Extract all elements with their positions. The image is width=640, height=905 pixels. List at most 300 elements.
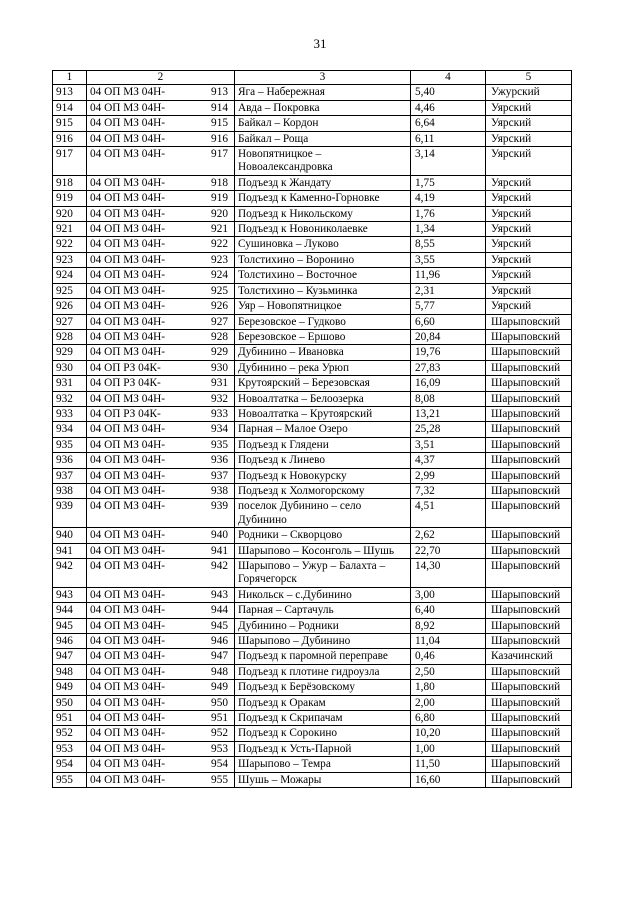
road-id-prefix: 04 ОП МЗ 04Н-: [90, 773, 166, 786]
district-cell: Уярский: [486, 222, 572, 237]
road-id-number: 934: [211, 423, 228, 436]
road-length-cell: 3,14: [411, 147, 486, 176]
row-number-cell: 950: [53, 695, 87, 710]
road-name-cell: Подъезд к Оракам: [235, 695, 411, 710]
table-row: [53, 237, 572, 252]
district-cell: Шарыповский: [486, 711, 572, 726]
road-id-prefix: 04 ОП МЗ 04Н-: [90, 604, 166, 617]
district-cell: Шарыповский: [486, 741, 572, 756]
row-number-cell: 927: [53, 314, 87, 329]
table-row: [53, 268, 572, 283]
road-name-cell: Подъезд к Жандату: [235, 175, 411, 190]
road-id-prefix: 04 ОП МЗ 04Н-: [90, 284, 166, 297]
table-row: [53, 345, 572, 360]
table-row: [53, 528, 572, 543]
road-id-cell: [87, 299, 235, 314]
road-id-prefix: 04 ОП МЗ 04Н-: [90, 469, 166, 482]
road-length-cell: 4,51: [411, 499, 486, 528]
road-id-cell: [87, 603, 235, 618]
table-row: [53, 603, 572, 618]
table-row: [53, 131, 572, 146]
row-number-cell: 944: [53, 603, 87, 618]
district-cell: Шарыповский: [486, 695, 572, 710]
road-id-number: 928: [211, 330, 228, 343]
row-number-cell: 913: [53, 85, 87, 100]
road-id-cell: [87, 329, 235, 344]
district-cell: Уярский: [486, 252, 572, 267]
road-id-prefix: 04 ОП МЗ 04Н-: [90, 315, 166, 328]
row-number-cell: 943: [53, 587, 87, 602]
table-row: [53, 147, 572, 176]
table-row: [53, 116, 572, 131]
road-name-cell: Яга – Набережная: [235, 85, 411, 100]
road-name-cell: Дубинино – Родники: [235, 618, 411, 633]
road-id-cell: [87, 587, 235, 602]
road-id-number: 944: [211, 604, 228, 617]
district-cell: Шарыповский: [486, 664, 572, 679]
district-cell: Шарыповский: [486, 618, 572, 633]
road-name-cell: Подъезд к Берёзовскому: [235, 680, 411, 695]
road-id-prefix: 04 ОП МЗ 04Н-: [90, 253, 166, 266]
road-name-cell: Толстихино – Кузьминка: [235, 283, 411, 298]
road-id-cell: [87, 528, 235, 543]
road-id-prefix: 04 ОП РЗ 04К-: [90, 377, 161, 390]
road-id-cell: [87, 222, 235, 237]
road-id-number: 922: [211, 238, 228, 251]
road-id-number: 936: [211, 454, 228, 467]
road-id-cell: [87, 757, 235, 772]
road-name-cell: Шарыпово – Косонголь – Шушь: [235, 543, 411, 558]
row-number-cell: 920: [53, 206, 87, 221]
road-id-number: 918: [211, 176, 228, 189]
road-id-number: 949: [211, 681, 228, 694]
table-header-row: [53, 71, 572, 85]
road-id-cell: [87, 376, 235, 391]
road-id-prefix: 04 ОП МЗ 04Н-: [90, 727, 166, 740]
road-name-cell: Подъезд к Сорокино: [235, 726, 411, 741]
district-cell: Шарыповский: [486, 314, 572, 329]
table-row: [53, 252, 572, 267]
row-number-cell: 916: [53, 131, 87, 146]
road-id-number: 954: [211, 758, 228, 771]
road-id-prefix: 04 ОП МЗ 04Н-: [90, 392, 166, 405]
road-id-cell: [87, 406, 235, 421]
road-id-cell: [87, 252, 235, 267]
road-id-cell: [87, 711, 235, 726]
row-number-cell: 945: [53, 618, 87, 633]
road-id-prefix: 04 ОП МЗ 04Н-: [90, 484, 166, 497]
road-id-prefix: 04 ОП МЗ 04Н-: [90, 712, 166, 725]
table-row: [53, 85, 572, 100]
road-name-cell: Подъезд к Глядени: [235, 437, 411, 452]
row-number-cell: 938: [53, 483, 87, 498]
road-length-cell: 2,00: [411, 695, 486, 710]
row-number-cell: 947: [53, 649, 87, 664]
district-cell: Уярский: [486, 283, 572, 298]
road-length-cell: 3,00: [411, 587, 486, 602]
row-number-cell: 948: [53, 664, 87, 679]
row-number-cell: 931: [53, 376, 87, 391]
road-id-number: 920: [211, 207, 228, 220]
table-row: [53, 543, 572, 558]
road-name-cell: Новопятницкое – Новоалександровка: [235, 147, 411, 176]
road-id-prefix: 04 ОП МЗ 04Н-: [90, 300, 166, 313]
row-number-cell: 921: [53, 222, 87, 237]
road-length-cell: 6,64: [411, 116, 486, 131]
road-length-cell: 25,28: [411, 422, 486, 437]
road-id-cell: [87, 649, 235, 664]
road-id-number: 914: [211, 101, 228, 114]
row-number-cell: 917: [53, 147, 87, 176]
road-name-cell: Уяр – Новопятницкое: [235, 299, 411, 314]
road-length-cell: 11,04: [411, 634, 486, 649]
district-cell: Ужурский: [486, 85, 572, 100]
road-id-number: 942: [211, 560, 228, 572]
road-id-prefix: 04 ОП МЗ 04Н-: [90, 529, 166, 542]
road-id-number: 923: [211, 253, 228, 266]
road-id-prefix: 04 ОП МЗ 04Н-: [90, 238, 166, 251]
road-length-cell: 13,21: [411, 406, 486, 421]
road-id-cell: [87, 237, 235, 252]
road-id-cell: [87, 680, 235, 695]
table-row: [53, 772, 572, 787]
road-id-number: 916: [211, 132, 228, 145]
road-name-cell: Подъезд к Линево: [235, 453, 411, 468]
table-row: [53, 422, 572, 437]
road-id-prefix: 04 ОП МЗ 04Н-: [90, 742, 166, 755]
district-cell: Шарыповский: [486, 453, 572, 468]
road-id-prefix: 04 ОП МЗ 04Н-: [90, 454, 166, 467]
road-id-cell: [87, 741, 235, 756]
road-length-cell: 2,31: [411, 283, 486, 298]
road-name-cell: Березовское – Ершово: [235, 329, 411, 344]
road-length-cell: 4,37: [411, 453, 486, 468]
road-id-prefix: 04 ОП МЗ 04Н-: [90, 681, 166, 694]
table-row: [53, 406, 572, 421]
district-cell: Шарыповский: [486, 437, 572, 452]
road-id-number: 925: [211, 284, 228, 297]
road-length-cell: 3,55: [411, 252, 486, 267]
district-cell: Шарыповский: [486, 726, 572, 741]
row-number-cell: 919: [53, 191, 87, 206]
road-name-cell: Байкал – Кордон: [235, 116, 411, 131]
road-name-cell: Никольск – с.Дубинино: [235, 587, 411, 602]
road-id-prefix: 04 ОП МЗ 04Н-: [90, 176, 166, 189]
table-row: [53, 757, 572, 772]
district-cell: Уярский: [486, 147, 572, 176]
header-cell-4: 4: [411, 71, 486, 85]
road-length-cell: 6,60: [411, 314, 486, 329]
road-length-cell: 0,46: [411, 649, 486, 664]
header-cell-2: 2: [87, 71, 235, 85]
district-cell: Шарыповский: [486, 528, 572, 543]
district-cell: Шарыповский: [486, 360, 572, 375]
row-number-cell: 955: [53, 772, 87, 787]
road-id-cell: [87, 131, 235, 146]
district-cell: Казачинский: [486, 649, 572, 664]
road-name-cell: Шарыпово – Ужур – Балахта – Горячегорск: [235, 559, 411, 588]
road-name-cell: Новоалтатка – Белоозерка: [235, 391, 411, 406]
road-id-number: 938: [211, 484, 228, 497]
road-id-cell: [87, 499, 235, 528]
road-id-prefix: 04 ОП МЗ 04Н-: [90, 192, 166, 205]
table-row: [53, 299, 572, 314]
road-id-prefix: 04 ОП МЗ 04Н-: [90, 117, 166, 130]
road-name-cell: Подъезд к Никольскому: [235, 206, 411, 221]
road-name-cell: Дубинино – Ивановка: [235, 345, 411, 360]
road-length-cell: 22,70: [411, 543, 486, 558]
table-row: [53, 191, 572, 206]
road-id-number: 952: [211, 727, 228, 740]
district-cell: Шарыповский: [486, 483, 572, 498]
road-id-number: 943: [211, 588, 228, 601]
road-name-cell: Толстихино – Воронино: [235, 252, 411, 267]
road-length-cell: 2,62: [411, 528, 486, 543]
road-id-number: 939: [211, 500, 228, 513]
road-id-cell: [87, 147, 235, 176]
road-name-cell: Парная – Сартачуль: [235, 603, 411, 618]
road-length-cell: 11,96: [411, 268, 486, 283]
district-cell: Шарыповский: [486, 772, 572, 787]
road-id-number: 953: [211, 742, 228, 755]
road-id-cell: [87, 314, 235, 329]
road-id-cell: [87, 437, 235, 452]
table-row: [53, 360, 572, 375]
road-id-cell: [87, 85, 235, 100]
district-cell: Шарыповский: [486, 406, 572, 421]
road-length-cell: 4,19: [411, 191, 486, 206]
row-number-cell: 926: [53, 299, 87, 314]
page-number: 31: [313, 36, 327, 51]
road-length-cell: 1,80: [411, 680, 486, 695]
row-number-cell: 934: [53, 422, 87, 437]
road-id-cell: [87, 206, 235, 221]
road-id-prefix: 04 ОП МЗ 04Н-: [90, 665, 166, 678]
road-name-cell: Парная – Малое Озеро: [235, 422, 411, 437]
road-length-cell: 20,84: [411, 329, 486, 344]
row-number-cell: 937: [53, 468, 87, 483]
road-length-cell: 8,92: [411, 618, 486, 633]
road-id-number: 924: [211, 269, 228, 282]
road-length-cell: 2,99: [411, 468, 486, 483]
table-row: [53, 741, 572, 756]
road-id-cell: [87, 559, 235, 588]
road-id-prefix: 04 ОП МЗ 04Н-: [90, 619, 166, 632]
table-row: [53, 559, 572, 588]
road-id-cell: [87, 345, 235, 360]
road-id-prefix: 04 ОП РЗ 04К-: [90, 361, 161, 374]
road-id-prefix: 04 ОП МЗ 04Н-: [90, 207, 166, 220]
road-id-cell: [87, 634, 235, 649]
row-number-cell: 914: [53, 100, 87, 115]
row-number-cell: 952: [53, 726, 87, 741]
road-name-cell: Крутоярский – Березовская: [235, 376, 411, 391]
road-id-prefix: 04 ОП МЗ 04Н-: [90, 560, 166, 572]
road-id-number: 933: [211, 407, 228, 420]
district-cell: Шарыповский: [486, 422, 572, 437]
road-id-cell: [87, 453, 235, 468]
road-id-cell: [87, 283, 235, 298]
road-id-prefix: 04 ОП МЗ 04Н-: [90, 423, 166, 436]
road-id-number: 945: [211, 619, 228, 632]
road-id-number: 948: [211, 665, 228, 678]
road-name-cell: Байкал – Роща: [235, 131, 411, 146]
road-id-cell: [87, 772, 235, 787]
road-name-cell: Толстихино – Восточное: [235, 268, 411, 283]
district-cell: Шарыповский: [486, 757, 572, 772]
district-cell: Уярский: [486, 206, 572, 221]
road-id-prefix: 04 ОП МЗ 04Н-: [90, 635, 166, 648]
road-id-cell: [87, 391, 235, 406]
table-row: [53, 453, 572, 468]
road-name-cell: Сушиновка – Луково: [235, 237, 411, 252]
row-number-cell: 939: [53, 499, 87, 528]
table-row: [53, 483, 572, 498]
road-length-cell: 2,50: [411, 664, 486, 679]
road-id-cell: [87, 100, 235, 115]
road-id-number: 917: [211, 148, 228, 161]
road-id-cell: [87, 468, 235, 483]
district-cell: Шарыповский: [486, 559, 572, 588]
table-row: [53, 649, 572, 664]
road-id-number: 940: [211, 529, 228, 542]
road-id-prefix: 04 ОП МЗ 04Н-: [90, 346, 166, 359]
table-row: [53, 587, 572, 602]
district-cell: Шарыповский: [486, 329, 572, 344]
road-length-cell: 16,60: [411, 772, 486, 787]
road-id-number: 931: [211, 377, 228, 390]
table-row: [53, 222, 572, 237]
table-row: [53, 711, 572, 726]
table-row: [53, 283, 572, 298]
road-id-number: 927: [211, 315, 228, 328]
row-number-cell: 924: [53, 268, 87, 283]
row-number-cell: 932: [53, 391, 87, 406]
road-id-prefix: 04 ОП МЗ 04Н-: [90, 148, 166, 161]
road-id-prefix: 04 ОП МЗ 04Н-: [90, 101, 166, 114]
road-name-cell: Подъезд к паромной переправе: [235, 649, 411, 664]
road-id-cell: [87, 360, 235, 375]
road-id-cell: [87, 483, 235, 498]
table-row: [53, 499, 572, 528]
road-id-number: 941: [211, 544, 228, 557]
road-id-number: 932: [211, 392, 228, 405]
road-name-cell: Шарыпово – Темра: [235, 757, 411, 772]
row-number-cell: 918: [53, 175, 87, 190]
row-number-cell: 953: [53, 741, 87, 756]
road-length-cell: 8,55: [411, 237, 486, 252]
road-length-cell: 10,20: [411, 726, 486, 741]
road-length-cell: 4,46: [411, 100, 486, 115]
roads-table-body: [53, 71, 572, 788]
road-name-cell: поселок Дубинино – село Дубинино: [235, 499, 411, 528]
road-length-cell: 1,76: [411, 206, 486, 221]
road-length-cell: 11,50: [411, 757, 486, 772]
row-number-cell: 951: [53, 711, 87, 726]
table-row: [53, 314, 572, 329]
road-id-prefix: 04 ОП МЗ 04Н-: [90, 500, 166, 513]
district-cell: Уярский: [486, 191, 572, 206]
road-id-cell: [87, 664, 235, 679]
road-name-cell: Дубинино – река Урюп: [235, 360, 411, 375]
table-row: [53, 468, 572, 483]
road-id-cell: [87, 543, 235, 558]
road-name-cell: Березовское – Гудково: [235, 314, 411, 329]
road-length-cell: 1,75: [411, 175, 486, 190]
district-cell: Уярский: [486, 116, 572, 131]
road-id-number: 915: [211, 117, 228, 130]
road-length-cell: 16,09: [411, 376, 486, 391]
table-row: [53, 664, 572, 679]
road-id-number: 950: [211, 696, 228, 709]
road-name-cell: Подъезд к Усть-Парной: [235, 741, 411, 756]
road-id-cell: [87, 175, 235, 190]
district-cell: Уярский: [486, 100, 572, 115]
road-id-cell: [87, 116, 235, 131]
road-length-cell: 6,80: [411, 711, 486, 726]
district-cell: Шарыповский: [486, 587, 572, 602]
road-id-number: 921: [211, 223, 228, 236]
table-row: [53, 206, 572, 221]
road-length-cell: 7,32: [411, 483, 486, 498]
road-name-cell: Подъезд к плотине гидроузла: [235, 664, 411, 679]
road-length-cell: 27,83: [411, 360, 486, 375]
road-id-prefix: 04 ОП МЗ 04Н-: [90, 650, 166, 663]
row-number-cell: 929: [53, 345, 87, 360]
road-length-cell: 5,40: [411, 85, 486, 100]
table-row: [53, 391, 572, 406]
row-number-cell: 923: [53, 252, 87, 267]
road-id-cell: [87, 422, 235, 437]
road-id-number: 946: [211, 635, 228, 648]
road-id-number: 955: [211, 773, 228, 786]
road-id-number: 919: [211, 192, 228, 205]
row-number-cell: 930: [53, 360, 87, 375]
road-id-cell: [87, 695, 235, 710]
road-length-cell: 19,76: [411, 345, 486, 360]
road-length-cell: 1,34: [411, 222, 486, 237]
district-cell: Шарыповский: [486, 543, 572, 558]
road-id-prefix: 04 ОП МЗ 04Н-: [90, 758, 166, 771]
table-row: [53, 376, 572, 391]
road-id-prefix: 04 ОП МЗ 04Н-: [90, 86, 166, 99]
road-id-cell: [87, 726, 235, 741]
road-id-prefix: 04 ОП МЗ 04Н-: [90, 269, 166, 282]
row-number-cell: 946: [53, 634, 87, 649]
row-number-cell: 936: [53, 453, 87, 468]
row-number-cell: 941: [53, 543, 87, 558]
table-row: [53, 634, 572, 649]
district-cell: Шарыповский: [486, 680, 572, 695]
road-id-cell: [87, 268, 235, 283]
road-name-cell: Новоалтатка – Крутоярский: [235, 406, 411, 421]
row-number-cell: 928: [53, 329, 87, 344]
row-number-cell: 925: [53, 283, 87, 298]
table-row: [53, 175, 572, 190]
row-number-cell: 935: [53, 437, 87, 452]
district-cell: Шарыповский: [486, 603, 572, 618]
road-id-number: 937: [211, 469, 228, 482]
road-id-cell: [87, 618, 235, 633]
table-row: [53, 437, 572, 452]
road-name-cell: Шарыпово – Дубинино: [235, 634, 411, 649]
district-cell: Уярский: [486, 131, 572, 146]
table-row: [53, 695, 572, 710]
district-cell: Шарыповский: [486, 634, 572, 649]
road-name-cell: Подъезд к Скрипачам: [235, 711, 411, 726]
road-length-cell: 5,77: [411, 299, 486, 314]
district-cell: Уярский: [486, 299, 572, 314]
